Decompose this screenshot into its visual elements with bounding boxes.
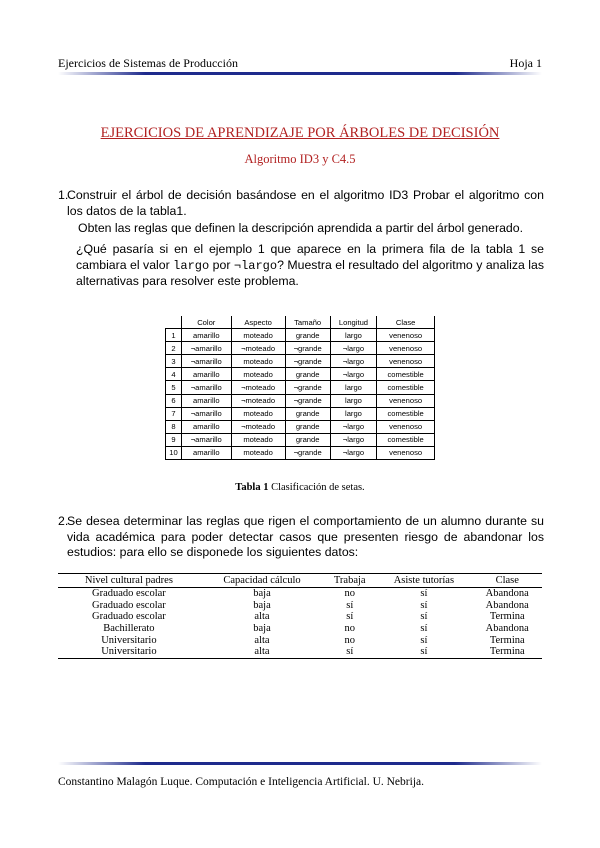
- caption-text: Clasificación de setas.: [268, 482, 365, 493]
- table-cell: largo: [330, 407, 377, 420]
- table-row: [58, 634, 542, 646]
- table-row: [58, 611, 542, 623]
- table-cell: comestible: [377, 407, 435, 420]
- table-cell: 5: [166, 381, 182, 394]
- table-cell: Graduado escolar: [92, 599, 166, 611]
- table-cell: largo: [330, 394, 377, 407]
- table-mushrooms: [165, 316, 435, 460]
- exercise-1-text: Construir el árbol de decisión basándose en el algoritmo ID3 Probar el algoritmo con los datos de la tabla1.: [67, 188, 544, 218]
- col-header: Clase: [377, 316, 435, 329]
- table-cell: comestible: [377, 433, 435, 446]
- table-cell: Termina: [472, 646, 542, 658]
- table-cell: ¬amarillo: [182, 433, 232, 446]
- page-subtitle: Algoritmo ID3 y C4.5: [244, 152, 356, 166]
- question-part-b: por: [209, 257, 234, 272]
- table-cell: moteado: [231, 446, 285, 459]
- exercise-1: [58, 188, 544, 219]
- table-cell: no: [344, 623, 355, 635]
- table-cell: ¬amarillo: [182, 381, 232, 394]
- table-cell: 6: [166, 394, 182, 407]
- table-cell: 3: [166, 355, 182, 368]
- table-cell: largo: [330, 329, 377, 342]
- table-students: [58, 573, 542, 659]
- col-header: Aspecto: [231, 316, 285, 329]
- table-cell: sí: [420, 599, 428, 611]
- col-header: Longitud: [330, 316, 377, 329]
- col-header: Nivel cultural padres: [58, 574, 200, 588]
- table-cell: ¬largo: [330, 433, 377, 446]
- table-cell: 10: [166, 446, 182, 459]
- table-cell: 7: [166, 407, 182, 420]
- table-cell: alta: [254, 611, 270, 623]
- exercise-1-question: [76, 242, 544, 290]
- question-part-c: ? Muestra el resultado del algoritmo y analiza las alternativas para resolver este problema.: [76, 257, 544, 288]
- table-cell: venenoso: [377, 394, 435, 407]
- col-header: Clase: [472, 574, 542, 588]
- table-cell: 4: [166, 368, 182, 381]
- col-header: Capacidad cálculo: [200, 574, 324, 588]
- question-code-2: ¬largo: [233, 258, 278, 273]
- table1-caption: [0, 482, 600, 493]
- table-cell: baja: [253, 623, 271, 635]
- table-cell: sí: [346, 599, 354, 611]
- exercise-2: [58, 514, 544, 561]
- table-cell: Graduado escolar: [92, 588, 166, 600]
- table-cell: 8: [166, 420, 182, 433]
- table-header-row: [58, 574, 542, 588]
- exercise-1-line2: Obten las reglas que definen la descripción aprendida a partir del árbol generado.: [78, 221, 524, 235]
- header-right: Hoja 1: [509, 56, 542, 70]
- table-cell: Abandona: [485, 599, 529, 611]
- table-cell: ¬largo: [330, 368, 377, 381]
- table-cell: moteado: [231, 407, 285, 420]
- page-title: EJERCICIOS DE APRENDIZAJE POR ÁRBOLES DE DECISIÓN: [100, 125, 500, 141]
- table-cell: sí: [420, 611, 428, 623]
- table-cell: Universitario: [101, 634, 157, 646]
- table-cell: 9: [166, 433, 182, 446]
- exercise-1-number: 1.: [58, 188, 69, 202]
- col-header: Tamaño: [285, 316, 330, 329]
- table-row: [166, 407, 435, 420]
- table-corner: [166, 316, 182, 329]
- table-cell: amarillo: [182, 329, 232, 342]
- table-cell: sí: [420, 623, 428, 635]
- table-cell: sí: [324, 646, 375, 658]
- table-cell: ¬largo: [330, 420, 377, 433]
- table-cell: moteado: [231, 329, 285, 342]
- table-cell: venenoso: [377, 342, 435, 355]
- table-cell: grande: [285, 407, 330, 420]
- table-row: [166, 394, 435, 407]
- table-cell: Termina: [489, 611, 525, 623]
- table-cell: amarillo: [182, 420, 232, 433]
- table-row: [58, 646, 542, 658]
- table-cell: amarillo: [182, 394, 232, 407]
- table-row: [58, 600, 542, 612]
- table-cell: grande: [285, 368, 330, 381]
- table-cell: ¬grande: [285, 381, 330, 394]
- table-cell: venenoso: [377, 420, 435, 433]
- exercise-2-text: Se desea determinar las reglas que rigen el comportamiento de un alumno durante su vida académica para poder detectar casos que presenten riesgo de abandonar los estudios: para ello se disponede los siguientes datos:: [67, 514, 544, 559]
- table-cell: ¬largo: [330, 446, 377, 459]
- table-cell: Abandona: [485, 623, 529, 635]
- table-row: [166, 381, 435, 394]
- exercise-2-number: 2.: [58, 514, 69, 528]
- table-cell: no: [344, 634, 355, 646]
- header-left: Ejercicios de Sistemas de Producción: [58, 56, 238, 70]
- table-cell: baja: [253, 599, 271, 611]
- table-cell: moteado: [231, 355, 285, 368]
- table-cell: ¬moteado: [231, 420, 285, 433]
- table-cell: ¬moteado: [231, 394, 285, 407]
- table-row: [58, 588, 542, 600]
- table-cell: grande: [285, 329, 330, 342]
- table-cell: sí: [346, 611, 354, 623]
- col-header: Color: [182, 316, 232, 329]
- table-cell: venenoso: [377, 355, 435, 368]
- table-cell: Termina: [489, 634, 525, 646]
- table-cell: ¬grande: [285, 446, 330, 459]
- page-footer: Constantino Malagón Luque. Computación e Inteligencia Artificial. U. Nebrija.: [58, 776, 424, 788]
- table-cell: ¬amarillo: [182, 355, 232, 368]
- table-cell: sí: [420, 588, 428, 600]
- table-cell: alta: [200, 646, 324, 658]
- table-cell: sí: [420, 634, 428, 646]
- table-cell: ¬grande: [285, 355, 330, 368]
- table-cell: 1: [166, 329, 182, 342]
- table-cell: moteado: [231, 433, 285, 446]
- question-part-a: ¿Qué pasaría si en el ejemplo 1 que aparece en la primera fila de la tabla 1 se cambiara el valor: [76, 242, 544, 272]
- col-header: Trabaja: [324, 574, 375, 588]
- table-cell: alta: [254, 634, 270, 646]
- table-cell: venenoso: [377, 329, 435, 342]
- table-row: [166, 446, 435, 459]
- table-cell: amarillo: [182, 368, 232, 381]
- table-cell: ¬amarillo: [182, 407, 232, 420]
- table-cell: Abandona: [485, 588, 529, 600]
- table-cell: grande: [285, 433, 330, 446]
- table-cell: ¬largo: [330, 342, 377, 355]
- table-row: [58, 623, 542, 635]
- table-cell: ¬amarillo: [182, 342, 232, 355]
- table-cell: comestible: [377, 368, 435, 381]
- table-cell: ¬largo: [330, 355, 377, 368]
- table-cell: no: [344, 588, 355, 600]
- table-cell: Universitario: [58, 646, 200, 658]
- table-row: [166, 329, 435, 342]
- table-cell: venenoso: [377, 446, 435, 459]
- table-header-row: [166, 316, 435, 329]
- table-cell: sí: [375, 646, 472, 658]
- table-cell: moteado: [231, 368, 285, 381]
- table-cell: Bachillerato: [103, 623, 155, 635]
- table-cell: ¬grande: [285, 342, 330, 355]
- table-cell: grande: [285, 420, 330, 433]
- table-cell: amarillo: [182, 446, 232, 459]
- caption-label: Tabla 1: [235, 482, 269, 493]
- table-cell: baja: [253, 588, 271, 600]
- footer-rule: [58, 762, 542, 765]
- table-cell: largo: [330, 381, 377, 394]
- table-row: [166, 342, 435, 355]
- table-cell: comestible: [377, 381, 435, 394]
- table-row: [166, 420, 435, 433]
- table-row: [166, 355, 435, 368]
- table-row: [166, 368, 435, 381]
- table-cell: ¬moteado: [231, 342, 285, 355]
- table-cell: Graduado escolar: [92, 611, 166, 623]
- table-cell: ¬moteado: [231, 381, 285, 394]
- table-cell: ¬grande: [285, 394, 330, 407]
- table-row: [166, 433, 435, 446]
- header-rule: [58, 72, 542, 75]
- question-code-1: largo: [173, 258, 210, 273]
- table-cell: 2: [166, 342, 182, 355]
- col-header: Asiste tutorías: [375, 574, 472, 588]
